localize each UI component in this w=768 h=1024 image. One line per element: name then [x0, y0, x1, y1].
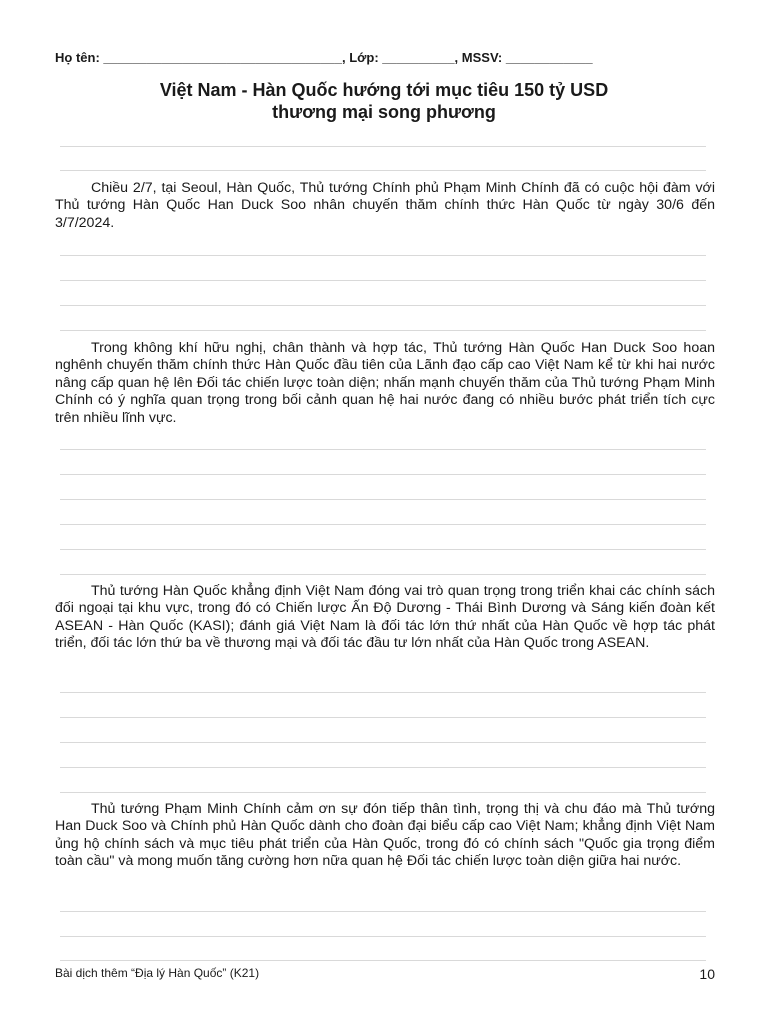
writing-line [60, 330, 706, 331]
writing-line [60, 255, 706, 256]
writing-line [60, 767, 706, 768]
page-title [0, 79, 768, 123]
writing-line [60, 911, 706, 912]
student-info-line: Họ tên: _________________________________, Lớp: __________, MSSV: ____________ [55, 50, 593, 65]
paragraph-4: Thủ tướng Phạm Minh Chính cảm ơn sự đón tiếp thân tình, trọng thị và chu đáo mà Thủ tướng Han Duck Soo và Chính phủ Hàn Quốc dành cho đoàn đại biểu cấp cao Việt Nam; khẳng định Việt Nam ủng hộ chính sách và mục tiêu phát triển của Hàn Quốc, trong đó có chính sách "Quốc gia trọng điểm toàn cầu" và mong muốn tăng cường hơn nữa quan hệ Đối tác chiến lược toàn diện giữa hai nước. [55, 801, 715, 870]
writing-line [60, 499, 706, 500]
title-line-2: thương mại song phương [272, 102, 496, 122]
writing-line [60, 792, 706, 793]
title-line-1: Việt Nam - Hàn Quốc hướng tới mục tiêu 150 tỷ USD [159, 80, 609, 100]
writing-line [60, 474, 706, 475]
paragraph-2: Trong không khí hữu nghị, chân thành và hợp tác, Thủ tướng Hàn Quốc Han Duck Soo hoan nghênh chuyến thăm chính thức Hàn Quốc đầu tiên của Lãnh đạo cấp cao Việt Nam kể từ khi hai nước nâng cấp quan hệ lên Đối tác chiến lược toàn diện; nhấn mạnh chuyến thăm của Thủ tướng Phạm Minh Chính có ý nghĩa quan trọng trong bối cảnh quan hệ hai nước đang có nhiều bước phát triển tích cực trên nhiều lĩnh vực. [55, 340, 715, 426]
paragraph-1: Chiều 2/7, tại Seoul, Hàn Quốc, Thủ tướng Chính phủ Phạm Minh Chính đã có cuộc hội đàm với Thủ tướng Hàn Quốc Han Duck Soo nhân chuyến thăm chính thức Hàn Quốc từ ngày 30/6 đến 3/7/2024. [55, 180, 715, 231]
writing-line [60, 280, 706, 281]
writing-line [60, 449, 706, 450]
paragraph-3: Thủ tướng Hàn Quốc khẳng định Việt Nam đóng vai trò quan trọng trong triển khai các chính sách đối ngoại tại khu vực, trong đó có Chiến lược Ấn Độ Dương - Thái Bình Dương và Sáng kiến đoàn kết ASEAN - Hàn Quốc (KASI); đánh giá Việt Nam là đối tác lớn thứ nhất của Hàn Quốc về hợp tác phát triển, đối tác lớn thứ ba về thương mại và đối tác đầu tư lớn nhất của Hàn Quốc trong ASEAN. [55, 583, 715, 652]
writing-line [60, 524, 706, 525]
writing-line [60, 549, 706, 550]
writing-line [60, 574, 706, 575]
writing-line [60, 692, 706, 693]
writing-line [60, 960, 706, 961]
page-number: 10 [699, 966, 715, 982]
writing-line [60, 305, 706, 306]
writing-line [60, 742, 706, 743]
writing-line [60, 170, 706, 171]
writing-line [60, 936, 706, 937]
footer-course-title: Bài dịch thêm “Địa lý Hàn Quốc” (K21) [55, 966, 260, 980]
writing-line [60, 717, 706, 718]
writing-line [60, 146, 706, 147]
